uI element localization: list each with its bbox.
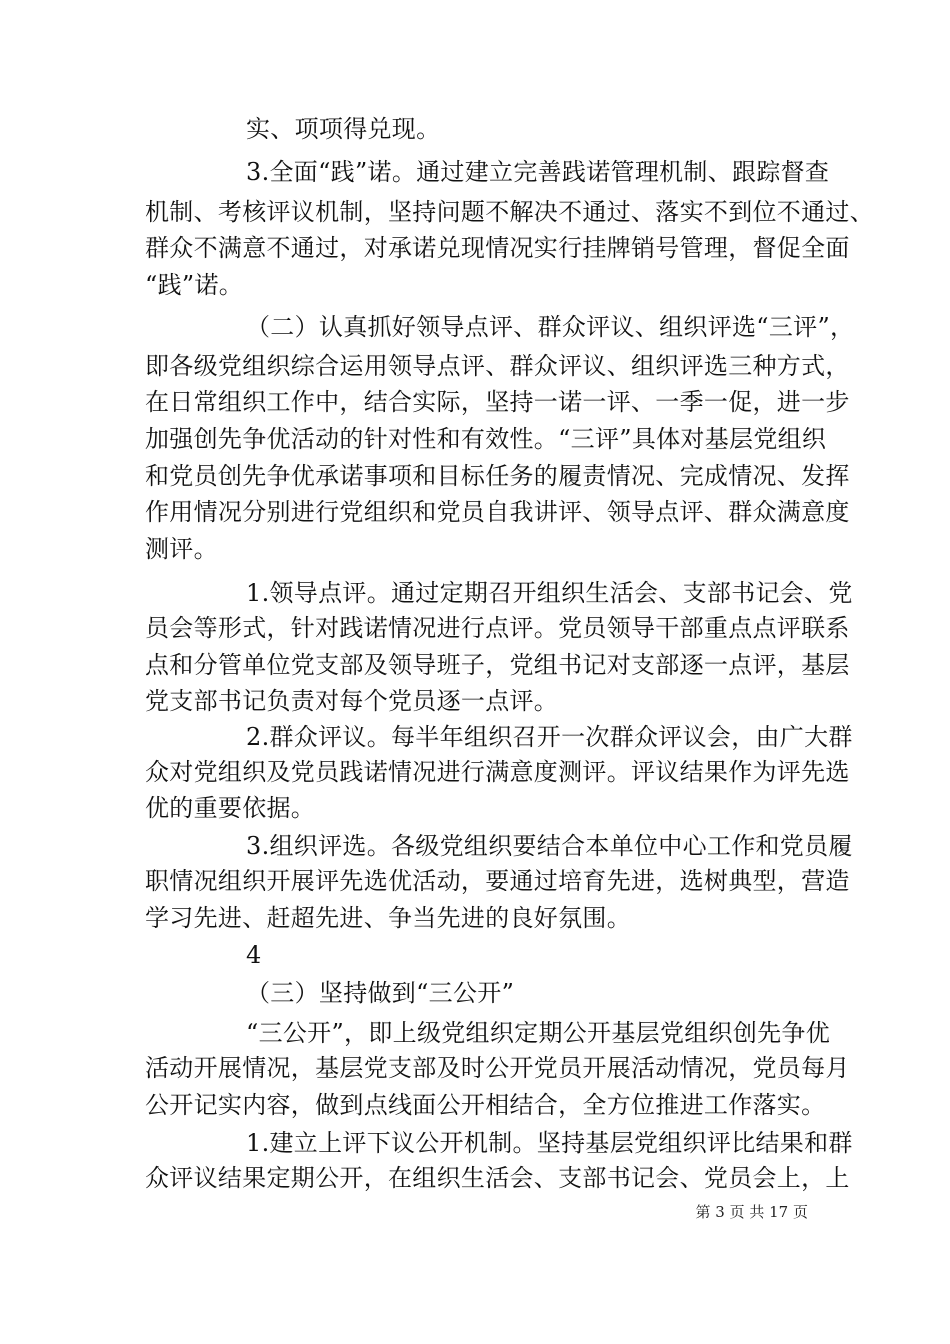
- text-line: 众评议结果定期公开，在组织生活会、支部书记会、党员会上，上: [145, 1164, 850, 1192]
- text-line: 群众不满意不通过，对承诺兑现情况实行挂牌销号管理，督促全面: [145, 234, 850, 262]
- section-heading: （二）认真抓好领导点评、群众评议、组织评选“三评”，: [246, 313, 855, 341]
- text-line: 和党员创先争优承诺事项和目标任务的履责情况、完成情况、发挥: [145, 462, 850, 490]
- page-number: 第 3 页 共 17 页: [695, 1203, 808, 1221]
- text-line: 点和分管单位党支部及领导班子，党组书记对支部逐一点评，基层: [145, 651, 850, 679]
- text-line: 即各级党组织综合运用领导点评、群众评议、组织评选三种方式，: [145, 352, 850, 380]
- section-heading: （三）坚持做到“三公开”: [246, 979, 515, 1007]
- text-line: 3.全面“践”诺。通过建立完善践诺管理机制、跟踪督查: [246, 158, 830, 186]
- text-line: “三公开”，即上级党组织定期公开基层党组织创先争优: [246, 1019, 831, 1047]
- text-line: 1.建立上评下议公开机制。坚持基层党组织评比结果和群: [246, 1129, 853, 1157]
- text-line: 机制、考核评议机制，坚持问题不解决不通过、落实不到位不通过、: [145, 198, 874, 226]
- text-line: 4: [246, 941, 262, 969]
- text-line: 众对党组织及党员践诺情况进行满意度测评。评议结果作为评先选: [145, 758, 850, 786]
- text-line: “践”诺。: [145, 271, 244, 299]
- text-line: 员会等形式，针对践诺情况进行点评。党员领导干部重点点评联系: [145, 614, 850, 642]
- text-line: 实、项项得兑现。: [246, 115, 441, 143]
- text-line: 3.组织评选。各级党组织要结合本单位中心工作和党员履: [246, 832, 853, 860]
- text-line: 职情况组织开展评先选优活动，要通过培育先进，选树典型，营造: [145, 867, 850, 895]
- text-line: 党支部书记负责对每个党员逐一点评。: [145, 687, 559, 715]
- text-line: 加强创先争优活动的针对性和有效性。“三评”具体对基层党组织: [145, 425, 827, 453]
- text-line: 作用情况分别进行党组织和党员自我讲评、领导点评、群众满意度: [145, 498, 850, 526]
- text-line: 测评。: [145, 535, 218, 563]
- text-line: 1.领导点评。通过定期召开组织生活会、支部书记会、党: [246, 579, 853, 607]
- text-line: 学习先进、赶超先进、争当先进的良好氛围。: [145, 904, 631, 932]
- text-line: 优的重要依据。: [145, 794, 316, 822]
- text-line: 2.群众评议。每半年组织召开一次群众评议会，由广大群: [246, 723, 853, 751]
- text-line: 在日常组织工作中，结合实际，坚持一诺一评、一季一促，进一步: [145, 388, 850, 416]
- text-line: 活动开展情况，基层党支部及时公开党员开展活动情况，党员每月: [145, 1054, 850, 1082]
- text-line: 公开记实内容，做到点线面公开相结合，全方位推进工作落实。: [145, 1091, 826, 1119]
